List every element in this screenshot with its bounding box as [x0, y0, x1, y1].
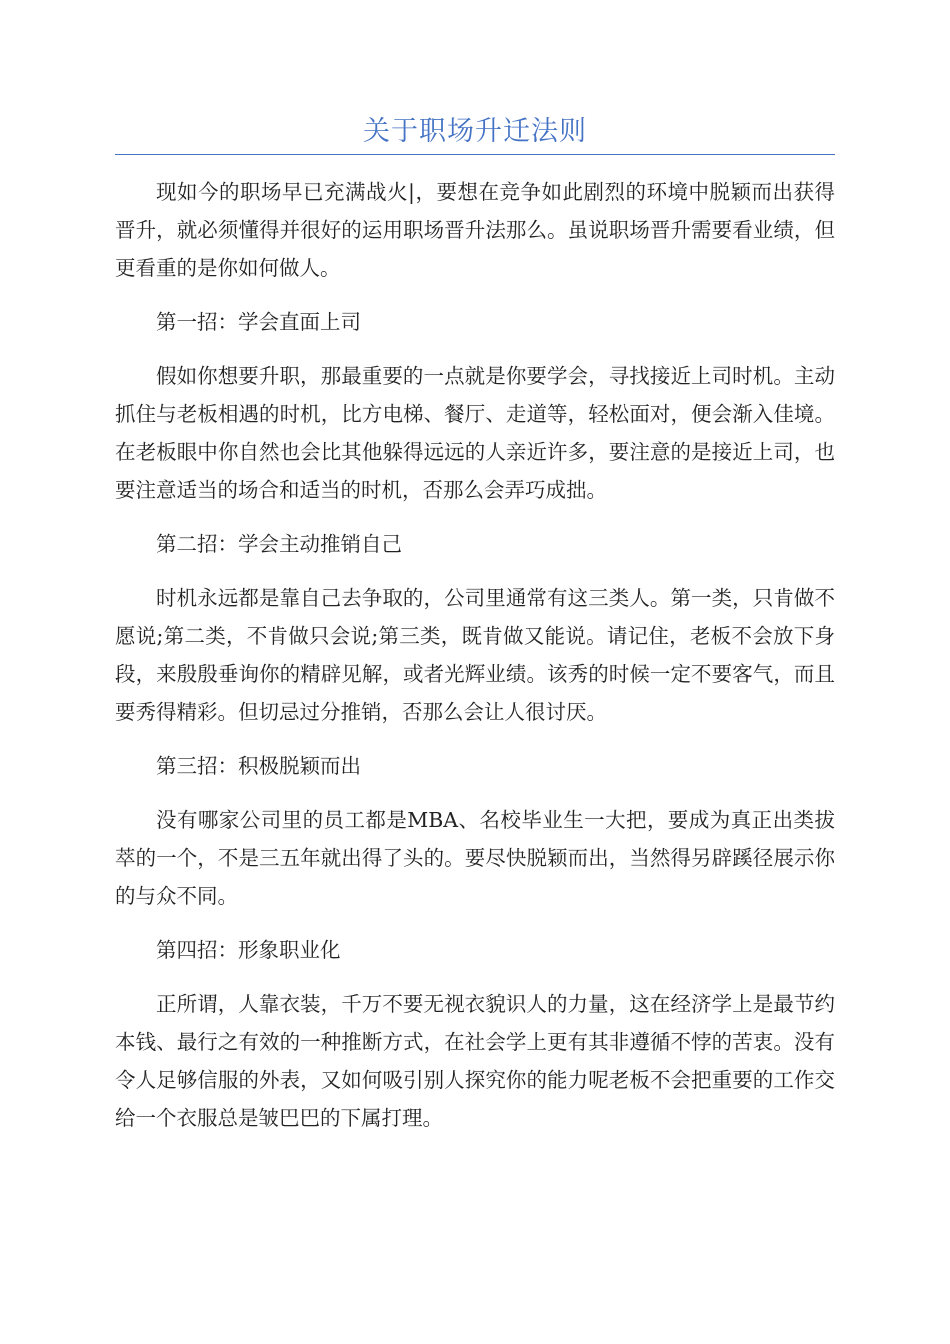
intro-paragraph: 现如今的职场早已充满战火|，要想在竞争如此剧烈的环境中脱颖而出获得晋升，就必须懂得并很好的运用职场晋升法那么。虽说职场晋升需要看业绩，但更看重的是你如何做人。: [115, 180, 835, 280]
section-paragraph-3: 没有哪家公司里的员工都是MBA、名校毕业生一大把，要成为真正出类拔萃的一个，不是三五年就出得了头的。要尽快脱颖而出，当然得另辟蹊径展示你的与众不同。: [115, 808, 835, 908]
section-heading-4: 第四招：形象职业化: [156, 938, 341, 963]
title-underline: [115, 154, 835, 155]
document-body: [115, 174, 835, 1154]
section-paragraph-1: 假如你想要升职，那最重要的一点就是你要学会，寻找接近上司时机。主动抓住与老板相遇的时机，比方电梯、餐厅、走道等，轻松面对，便会渐入佳境。在老板眼中你自然也会比其他躲得远远的人亲近许多，要注意的是接近上司，也要注意适当的场合和适当的时机，否那么会弄巧成拙。: [115, 364, 835, 502]
section-heading-1: 第一招：学会直面上司: [156, 309, 361, 334]
section-paragraph-2: 时机永远都是靠自己去争取的，公司里通常有这三类人。第一类，只肯做不愿说;第二类，不肯做只会说;第三类，既肯做又能说。请记住，老板不会放下身段，来殷殷垂询你的精辟见解，或者光辉业绩。该秀的时候一定不要客气，而且要秀得精彩。但切忌过分推销，否那么会让人很讨厌。: [115, 586, 835, 724]
page-title: 关于职场升迁法则: [363, 116, 587, 147]
section-heading-3: 第三招：积极脱颖而出: [156, 753, 361, 778]
section-heading-2: 第二招：学会主动推销自己: [156, 531, 402, 556]
section-paragraph-4: 正所谓，人靠衣装，千万不要无视衣貌识人的力量，这在经济学上是最节约本钱、最行之有效的一种推断方式，在社会学上更有其非遵循不悖的苦衷。没有令人足够信服的外表，又如何吸引别人探究你的能力呢老板不会把重要的工作交给一个衣服总是皱巴巴的下属打理。: [115, 992, 835, 1130]
